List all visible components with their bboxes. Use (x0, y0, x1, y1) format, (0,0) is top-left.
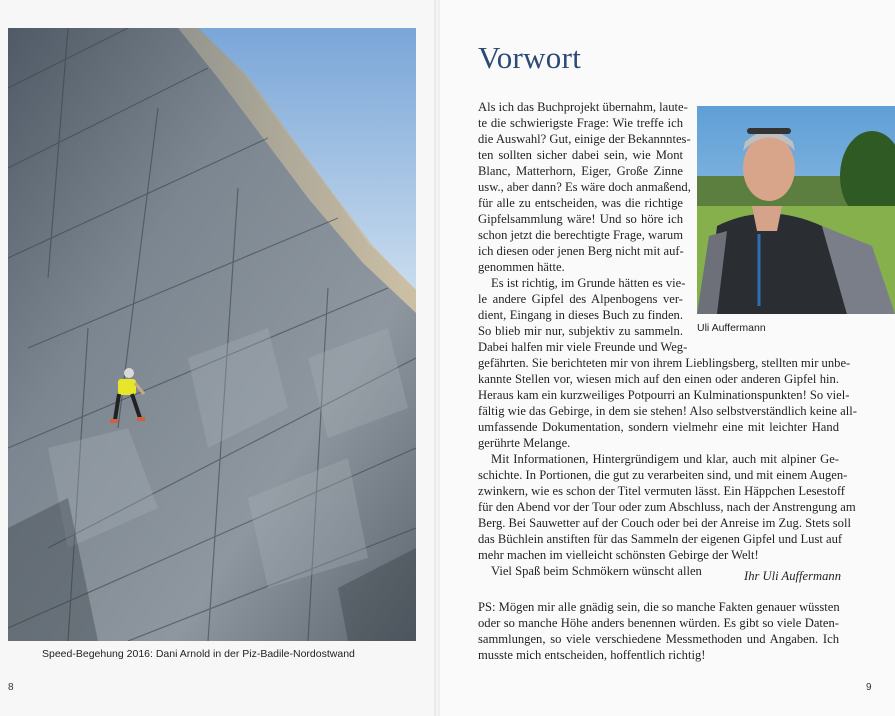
text-line: mehr machen im vielleicht schönsten Gebirge der Welt! (478, 548, 759, 562)
portrait-photo (697, 106, 895, 314)
text-line: ten sollten sicher dabei sein, wie Mont (478, 148, 683, 162)
rock-face-image (8, 28, 416, 641)
text-line: zwinkern, wie es schon der Titel vermuten lässt. Ein Häppchen Lesestoff (478, 484, 846, 498)
text-line: Blanc, Matterhorn, Eiger, Große Zinne (478, 164, 683, 178)
text-line: ich diesen oder jenen Berg nicht mit auf- (478, 244, 684, 258)
text-line: usw., aber dann? Es wäre doch anmaßend, (478, 180, 691, 194)
text-line: Dabei halfen mir viele Freunde und Weg- (478, 340, 688, 354)
text-line: umfassende Dokumentation, sondern vielmehr eine mit leichter Hand (478, 420, 839, 434)
climber-photo (8, 28, 416, 641)
text-line: Berg. Bei Sauwetter auf der Couch oder bei der Anreise im Zug. Stets soll (478, 516, 851, 530)
ps-line: PS: Mögen mir alle gnädig sein, die so manche Fakten genauer wüssten (478, 600, 840, 614)
text-line: Gipfelsammlung wäre! Und so höre ich (478, 212, 683, 226)
photo-caption: Speed-Begehung 2016: Dani Arnold in der Piz-Badile-Nordostwand (42, 648, 355, 660)
text-line: kannte Stellen vor, wiesen mich auf den einen oder anderen Gipfel hin. (478, 372, 839, 386)
signature: Ihr Uli Auffermann (744, 569, 842, 583)
text-line: für den Abend vor der Tour oder zum Abschluss, nach der Anstrengung am (478, 500, 856, 514)
portrait-image (697, 106, 895, 314)
text-line: genommen hätte. (478, 260, 565, 274)
text-line: gerührte Melange. (478, 436, 571, 450)
text-line: So blieb mir nur, subjektiv zu sammeln. (478, 324, 683, 338)
text-line: Es ist richtig, im Grunde hätten es vie- (491, 276, 686, 290)
text-line: Als ich das Buchprojekt übernahm, laute- (478, 100, 688, 114)
chapter-heading: Vorwort (478, 40, 582, 75)
text-line: für alle zu entscheiden, was die richtige (478, 196, 683, 210)
text-line: dient, Eingang in dieses Buch zu finden. (478, 308, 683, 322)
text-line: schon jetzt die berechtigte Frage, warum (478, 228, 683, 242)
text-line: die Auswahl? Gut, einige der Bekannntes- (478, 132, 691, 146)
ps-line: musste mich entscheiden, hoffentlich richtig! (478, 648, 706, 662)
text-line: Heraus kam ein kurzweiliges Potpourri an Kulminationspunkten! So viel- (478, 388, 850, 402)
book-gutter (434, 0, 440, 716)
portrait-caption: Uli Auffermann (697, 322, 766, 334)
page-number-left: 8 (8, 682, 14, 693)
text-line: te die schwierigste Frage: Wie treffe ich (478, 116, 683, 130)
ps-line: oder so manche Höhe anders benennen würden. Es gibt so viele Daten- (478, 616, 839, 630)
text-line: schichte. In Portionen, die gut zu verarbeiten sind, und mit einem Augen- (478, 468, 848, 482)
text-line: fältig wie das Gebirge, in dem sie stehen! Also selbstverständlich keine all- (478, 404, 857, 418)
text-line: Viel Spaß beim Schmökern wünscht allen (491, 564, 702, 578)
text-line: gefährten. Sie berichteten mir von ihrem Lieblingsberg, stellten mir unbe- (478, 356, 851, 370)
text-line: le andere Gipfel des Alpenbogens ver- (478, 292, 683, 306)
text-line: Mit Informationen, Hintergründigem und klar, auch mit alpiner Ge- (491, 452, 839, 466)
text-line: das Büchlein anstiften für das Sammeln der eigenen Gipfel und Lust auf (478, 532, 843, 546)
ps-line: sammlungen, so viele verschiedene Messmethoden und Angaben. Ich (478, 632, 839, 646)
page-number-right: 9 (866, 682, 872, 693)
